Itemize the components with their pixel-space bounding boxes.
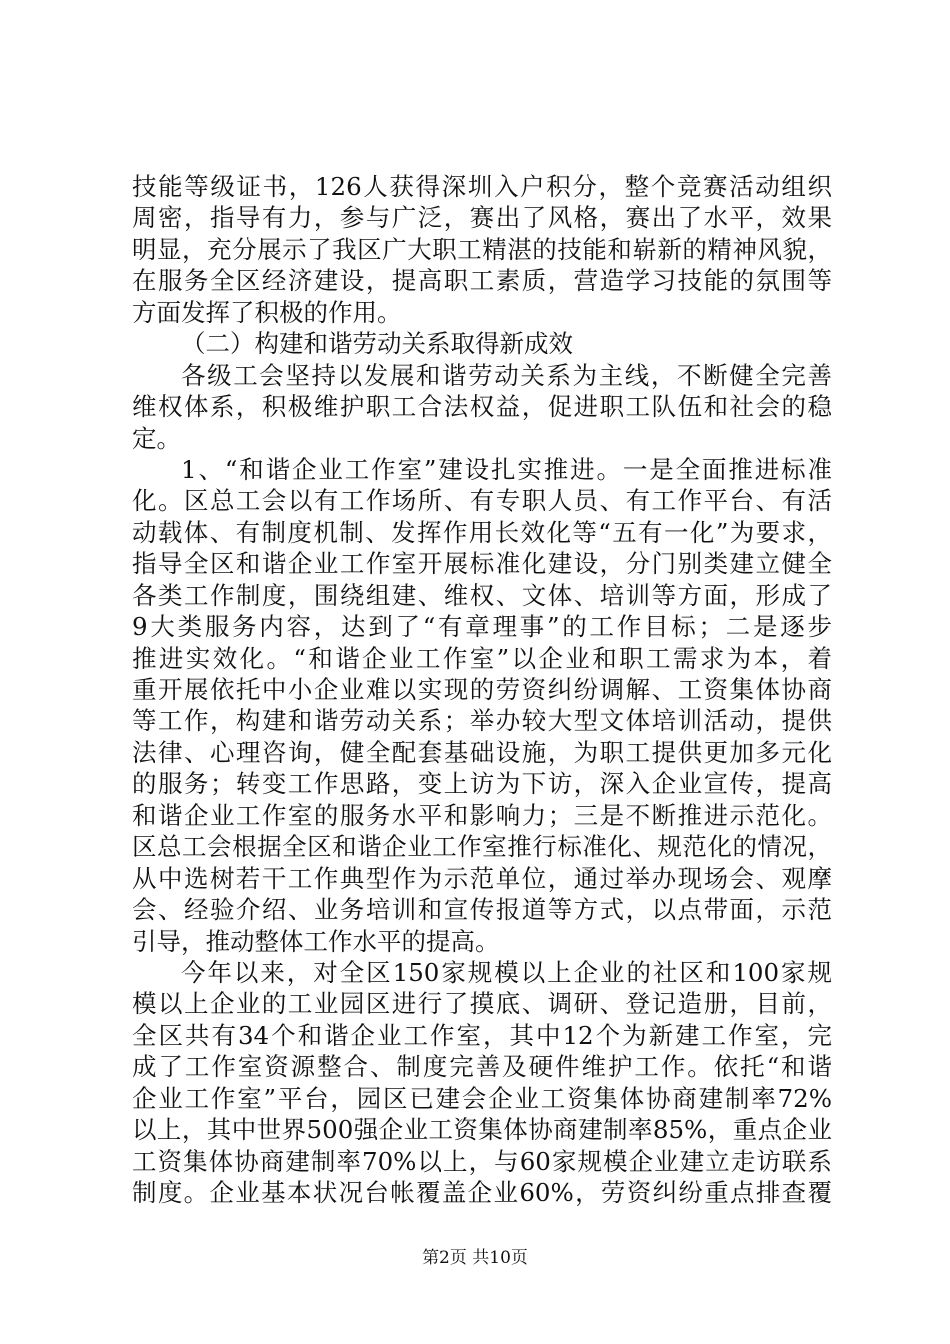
text-line: 重开展依托中小企业难以实现的劳资纠纷调解、工资集体协商 — [132, 675, 832, 704]
page-footer: 第2页 共10页 — [422, 1248, 528, 1268]
text-line: 在服务全区经济建设，提高职工素质，营造学习技能的氛围等 — [132, 266, 832, 296]
text-line: 动载体、有制度机制、发挥作用长效化等“五有一化”为要求， — [132, 517, 832, 547]
text-line: 从中选树若干工作典型作为示范单位，通过举办现场会、观摩 — [132, 863, 832, 893]
text-line: 指导全区和谐企业工作室开展标准化建设，分门别类建立健全 — [132, 549, 832, 579]
text-line: 各级工会坚持以发展和谐劳动关系为主线，不断健全完善 — [181, 360, 832, 390]
text-line: 技能等级证书，126人获得深圳入户积分，整个竞赛活动组织 — [132, 172, 832, 201]
text-line: 区总工会根据全区和谐企业工作室推行标准化、规范化的情况， — [132, 832, 832, 862]
text-line: 成了工作室资源整合、制度完善及硬件维护工作。依托“和谐 — [132, 1052, 832, 1082]
text-line: 等工作，构建和谐劳动关系；举办较大型文体培训活动，提供 — [132, 706, 832, 736]
text-line: 企业工作室”平台，园区已建会企业工资集体协商建制率72% — [132, 1083, 832, 1113]
text-line: 会、经验介绍、业务培训和宣传报道等方式，以点带面，示范 — [132, 895, 832, 925]
text-line: 制度。企业基本状况台帐覆盖企业60%，劳资纠纷重点排查覆 — [132, 1178, 832, 1207]
text-line: 周密，指导有力，参与广泛，赛出了风格，赛出了水平，效果 — [132, 203, 832, 233]
text-line: 引导，推动整体工作水平的提高。 — [132, 926, 500, 956]
text-line: 今年以来，对全区150家规模以上企业的社区和100家规 — [181, 957, 832, 987]
text-line: 9大类服务内容，达到了“有章理事”的工作目标；二是逐步 — [132, 612, 832, 642]
text-line: 维权体系，积极维护职工合法权益，促进职工队伍和社会的稳 — [132, 392, 832, 422]
text-line: 各类工作制度，围绕组建、维权、文体、培训等方面，形成了 — [132, 580, 832, 610]
text-line: 全区共有34个和谐企业工作室，其中12个为新建工作室，完 — [132, 1020, 832, 1050]
text-line: 模以上企业的工业园区进行了摸底、调研、登记造册，目前， — [132, 989, 832, 1019]
text-line: 明显，充分展示了我区广大职工精湛的技能和崭新的精神风貌， — [132, 234, 832, 264]
text-line: 定。 — [132, 423, 181, 453]
text-line: 的服务；转变工作思路，变上访为下访，深入企业宣传，提高 — [132, 769, 832, 799]
text-line: 法律、心理咨询，健全配套基础设施，为职工提供更加多元化 — [132, 737, 832, 767]
text-line: 以上，其中世界500强企业工资集体协商建制率85%，重点企业 — [132, 1115, 832, 1145]
text-line: 1、“和谐企业工作室”建设扎实推进。一是全面推进标准 — [181, 454, 832, 484]
text-line: 工资集体协商建制率70%以上，与60家规模企业建立走访联系 — [132, 1146, 832, 1176]
text-line: （二）构建和谐劳动关系取得新成效 — [181, 329, 573, 359]
text-line: 推进实效化。“和谐企业工作室”以企业和职工需求为本，着 — [132, 643, 832, 673]
text-line: 化。区总工会以有工作场所、有专职人员、有工作平台、有活 — [132, 486, 832, 516]
document-body — [132, 171, 832, 1208]
text-line: 方面发挥了积极的作用。 — [132, 297, 402, 327]
text-line: 和谐企业工作室的服务水平和影响力；三是不断推进示范化。 — [132, 800, 832, 830]
